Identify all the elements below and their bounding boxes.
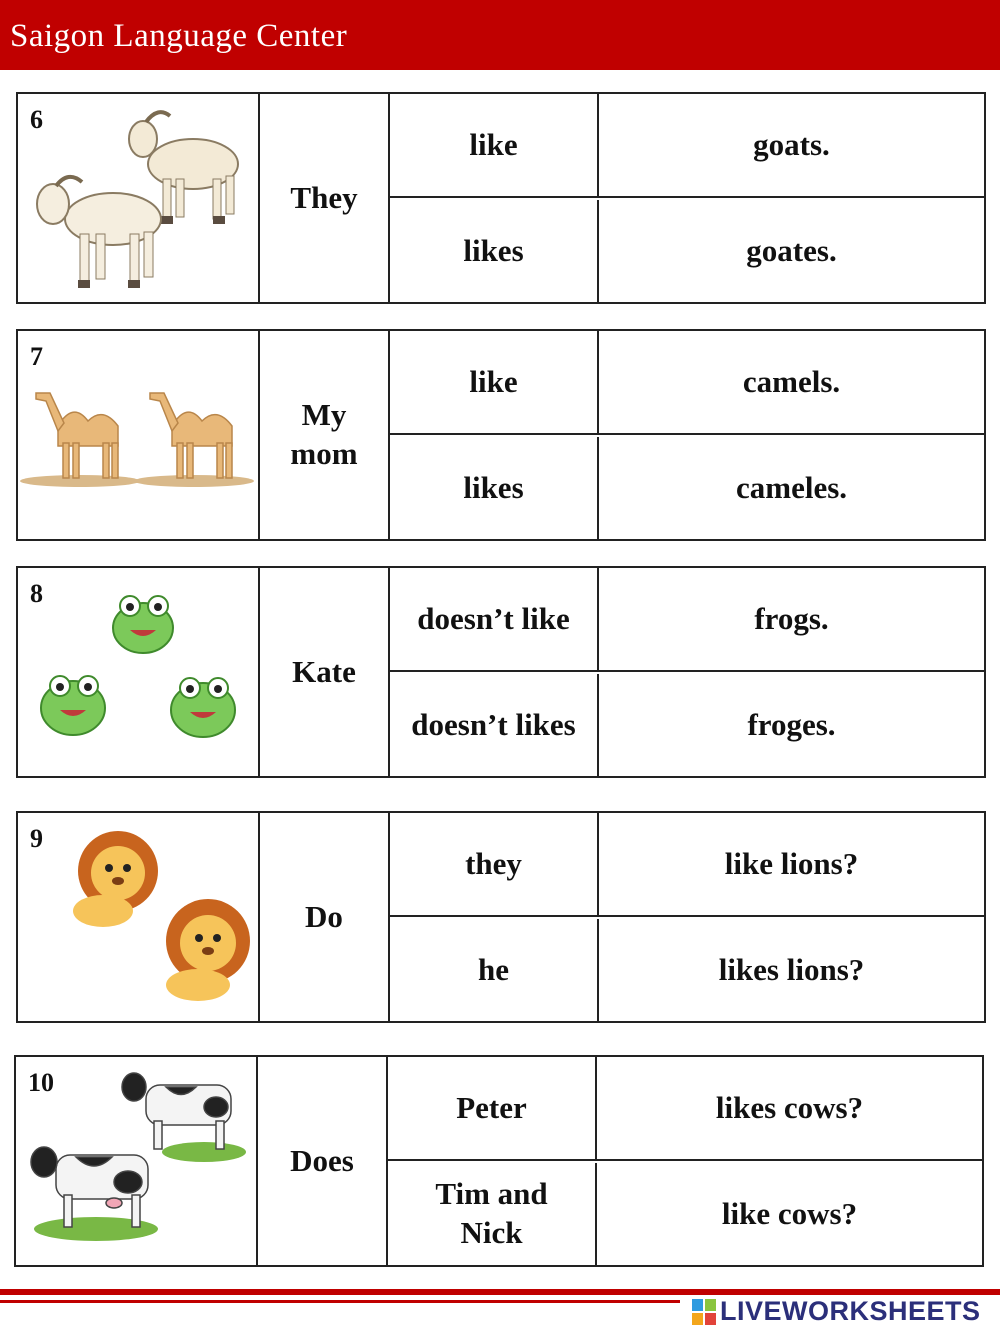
question-number: 10: [28, 1068, 54, 1097]
subject-cell: They: [260, 94, 390, 302]
brand-name: LIVEWORKSHEETS: [720, 1296, 981, 1326]
object-option-2[interactable]: cameles.: [735, 469, 848, 505]
frogs-icon: [18, 568, 260, 776]
subject-cell: Do: [260, 813, 390, 1021]
liveworksheets-logo-icon: [692, 1299, 716, 1325]
question-number: 7: [30, 342, 43, 371]
object-option-1[interactable]: camels.: [599, 331, 984, 435]
page-title: Saigon Language Center: [10, 18, 348, 54]
picture-cell: [18, 94, 260, 302]
subject-cell: My mom: [260, 331, 390, 539]
subject-cell: Does: [258, 1057, 388, 1265]
object-option-2[interactable]: goates.: [746, 232, 837, 268]
question-number: 8: [30, 579, 43, 608]
verb-option-2[interactable]: likes: [390, 437, 599, 539]
object-option-1[interactable]: goats.: [599, 94, 984, 198]
brand-logo[interactable]: [692, 1296, 981, 1327]
question-8: [16, 566, 986, 778]
goats-icon: [18, 94, 260, 302]
header-bar: [0, 0, 1000, 70]
question-10: [14, 1055, 984, 1267]
footer-divider-thin: [0, 1300, 680, 1303]
lions-icon: [18, 813, 260, 1021]
question-number: 6: [30, 105, 43, 134]
question-number: 9: [30, 824, 43, 853]
object-option-1[interactable]: frogs.: [599, 568, 984, 672]
verb-option-2[interactable]: doesn’t likes: [390, 674, 599, 776]
verb-option-2[interactable]: he: [390, 919, 599, 1021]
object-option-1[interactable]: likes cows?: [597, 1057, 982, 1161]
verb-option-1[interactable]: like: [390, 94, 599, 198]
verb-option-1[interactable]: Peter: [388, 1057, 597, 1161]
picture-cell: [18, 813, 260, 1021]
subject-cell: Kate: [260, 568, 390, 776]
object-option-2[interactable]: like cows?: [721, 1195, 858, 1231]
verb-option-1[interactable]: doesn’t like: [390, 568, 599, 672]
picture-cell: [18, 568, 260, 776]
question-6: [16, 92, 986, 304]
object-option-2[interactable]: likes lions?: [718, 951, 865, 987]
verb-option-2[interactable]: Tim and Nick: [388, 1163, 597, 1265]
picture-cell: [18, 331, 260, 539]
object-option-1[interactable]: like lions?: [599, 813, 984, 917]
question-9: [16, 811, 986, 1023]
verb-option-1[interactable]: they: [390, 813, 599, 917]
verb-option-2[interactable]: likes: [390, 200, 599, 302]
verb-option-1[interactable]: like: [390, 331, 599, 435]
picture-cell: [16, 1057, 258, 1265]
camels-icon: [18, 331, 260, 539]
question-7: [16, 329, 986, 541]
object-option-2[interactable]: froges.: [747, 706, 836, 742]
footer-divider: [0, 1289, 1000, 1295]
